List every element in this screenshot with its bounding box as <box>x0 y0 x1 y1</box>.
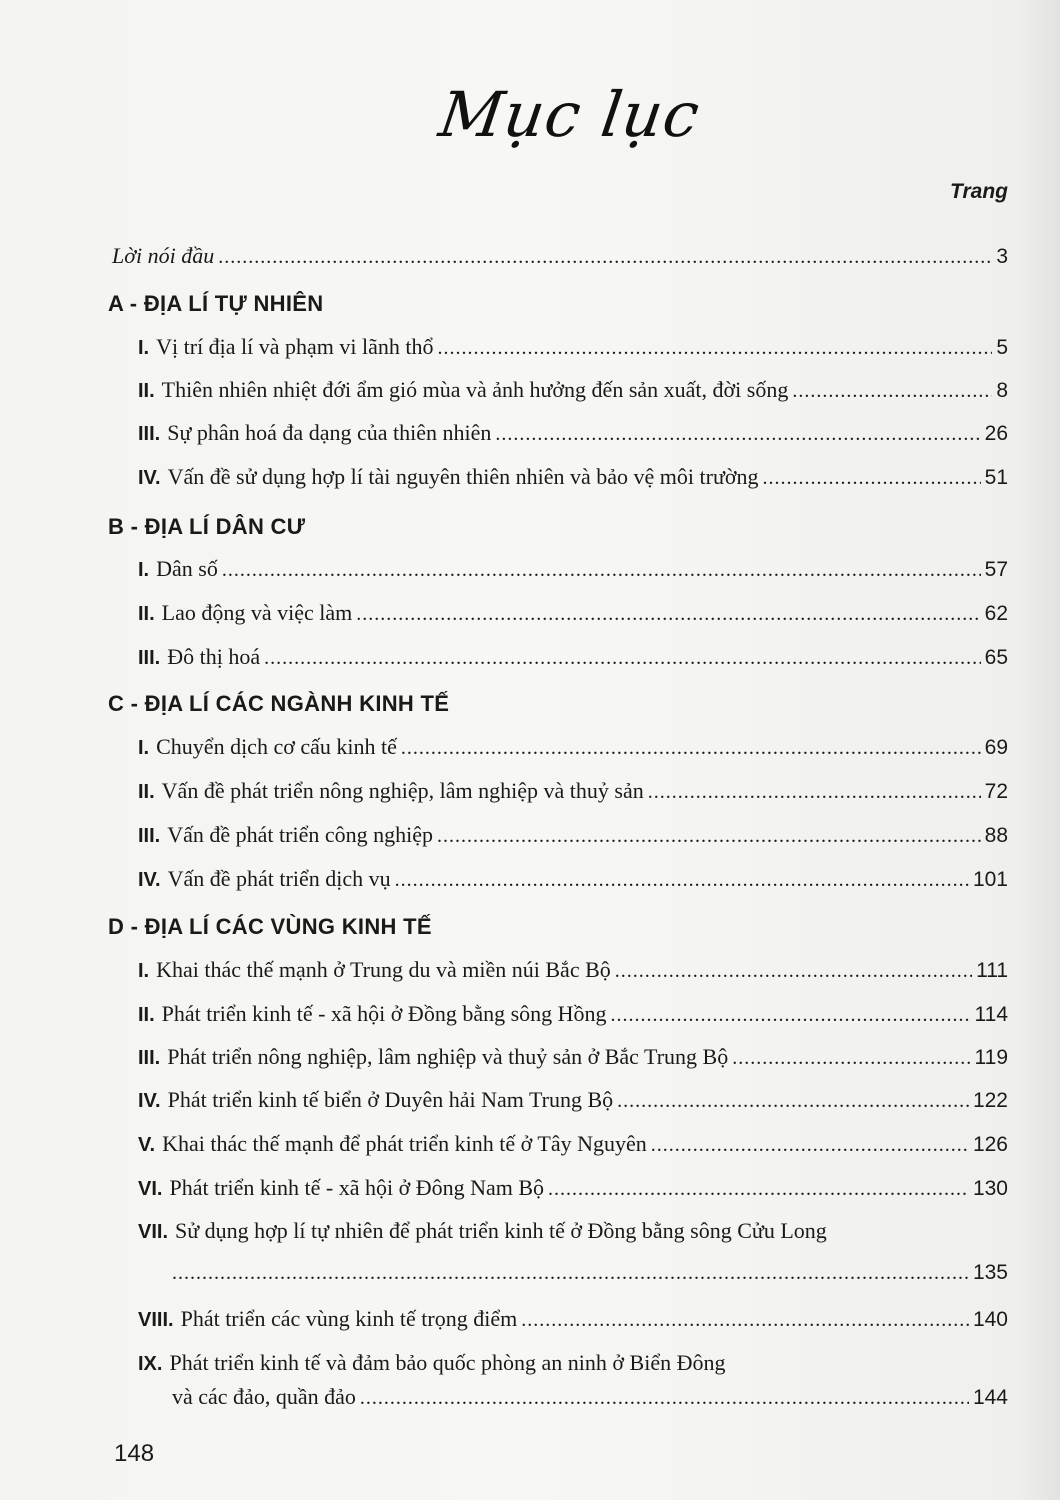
toc-entry-number: I. <box>138 559 150 581</box>
page-number: 148 <box>114 1440 155 1467</box>
toc-entry[interactable] <box>138 377 1008 407</box>
toc-entry[interactable] <box>138 778 1008 808</box>
leader-dots <box>615 960 972 983</box>
toc-entry-label: Phát triển kinh tế - xã hội ở Đồng bằng sông Hồng <box>161 1001 607 1026</box>
toc-entry-label: Vấn đề sử dụng hợp lí tài nguyên thiên nhiên và bảo vệ môi trường <box>167 464 759 489</box>
toc-entry[interactable] <box>138 822 1008 852</box>
toc-entry-label: Khai thác thế mạnh để phát triển kinh tế ở Tây Nguyên <box>162 1131 647 1156</box>
toc-entry[interactable] <box>138 1218 1008 1248</box>
toc-entry-label: Đô thị hoá <box>167 644 261 669</box>
leader-dots <box>521 1309 969 1332</box>
toc-entry[interactable] <box>138 1131 1008 1161</box>
toc-entry-page: 114 <box>974 1003 1008 1026</box>
toc-entry-label: Phát triển kinh tế biển ở Duyên hải Nam Trung Bộ <box>167 1087 614 1112</box>
leader-dots <box>222 559 981 582</box>
toc-entry[interactable] <box>138 957 1008 987</box>
toc-entry-label: Sử dụng hợp lí tự nhiên để phát triển kinh tế ở Đồng bằng sông Cửu Long <box>175 1218 827 1243</box>
leader-dots <box>437 825 981 848</box>
toc-entry-number: I. <box>138 337 150 359</box>
toc-entry-page: 126 <box>972 1133 1008 1156</box>
toc-entry[interactable] <box>138 1350 1008 1380</box>
section-heading-b: B - ĐỊA LÍ DÂN CƯ <box>108 514 306 539</box>
leader-dots <box>172 1262 969 1285</box>
toc-entry-page: 135 <box>972 1261 1008 1284</box>
leader-dots <box>264 647 981 670</box>
toc-entry-number: V. <box>138 1134 156 1156</box>
toc-entry-page: 140 <box>972 1308 1008 1331</box>
leader-dots <box>360 1387 969 1410</box>
toc-entry-page: 65 <box>984 646 1008 669</box>
leader-dots <box>611 1004 971 1027</box>
toc-entry-label: Chuyển dịch cơ cấu kinh tế <box>156 734 397 759</box>
toc-entry-label: Phát triển kinh tế và đảm bảo quốc phòng an ninh ở Biển Đông <box>169 1350 726 1375</box>
toc-entry-label: Vấn đề phát triển dịch vụ <box>167 866 391 891</box>
toc-entry-label: Lao động và việc làm <box>161 600 353 625</box>
toc-entry-number: III. <box>138 647 161 669</box>
toc-entry-number: II. <box>138 603 155 625</box>
toc-entry-page: 72 <box>984 780 1008 803</box>
toc-entry-number: I. <box>138 960 150 982</box>
toc-entry-continuation[interactable] <box>172 1384 1008 1414</box>
toc-entry-number: III. <box>138 423 161 445</box>
leader-dots <box>495 423 980 446</box>
toc-entry-label: Lời nói đầu <box>112 243 215 268</box>
leader-dots <box>395 869 969 892</box>
page-title: Mục lục <box>434 78 705 151</box>
toc-entry[interactable] <box>138 1306 1008 1336</box>
leader-dots <box>648 781 981 804</box>
toc-entry-label: Vị trí địa lí và phạm vi lãnh thổ <box>156 334 434 359</box>
toc-entry-label: Phát triển các vùng kinh tế trọng điểm <box>180 1306 518 1331</box>
leader-dots <box>548 1178 969 1201</box>
leader-dots <box>763 467 981 490</box>
section-heading-a: A - ĐỊA LÍ TỰ NHIÊN <box>108 291 324 316</box>
toc-entry-label: Vấn đề phát triển nông nghiệp, lâm nghiệp và thuỷ sản <box>161 778 644 803</box>
toc-entry[interactable] <box>138 644 1008 674</box>
toc-entry-number: II. <box>138 1004 155 1026</box>
page-column-label: Trang <box>950 180 1008 203</box>
toc-entry[interactable] <box>138 1001 1008 1031</box>
toc-entry-label: Khai thác thế mạnh ở Trung du và miền núi Bắc Bộ <box>156 957 611 982</box>
toc-entry-number: IV. <box>138 1090 161 1112</box>
toc-entry-page: 88 <box>984 824 1008 847</box>
toc-entry-page: 69 <box>984 736 1008 759</box>
toc-entry-page: 8 <box>996 379 1008 402</box>
toc-entry-number: IV. <box>138 467 161 489</box>
leader-dots <box>438 337 993 360</box>
toc-entry[interactable] <box>138 734 1008 764</box>
toc-entry-intro[interactable] <box>112 243 1008 273</box>
toc-entry-label: và các đảo, quần đảo <box>172 1384 356 1409</box>
toc-entry[interactable] <box>138 334 1008 364</box>
toc-entry[interactable] <box>138 866 1008 896</box>
toc-entry-number: VII. <box>138 1221 169 1243</box>
toc-entry-label: Phát triển kinh tế - xã hội ở Đông Nam Bộ <box>169 1175 545 1200</box>
toc-entry-number: III. <box>138 1047 161 1069</box>
toc-entry-number: IX. <box>138 1353 163 1375</box>
toc-entry-page: 122 <box>972 1089 1008 1112</box>
leader-dots <box>651 1134 969 1157</box>
toc-entry-number: III. <box>138 825 161 847</box>
toc-entry-page: 111 <box>976 959 1008 982</box>
toc-entry-page: 3 <box>996 245 1008 268</box>
toc-entry-number: VI. <box>138 1178 163 1200</box>
toc-entry[interactable] <box>138 1044 1008 1074</box>
toc-entry-label: Vấn đề phát triển công nghiệp <box>167 822 433 847</box>
toc-entry-number: II. <box>138 380 155 402</box>
toc-entry-page: 101 <box>972 868 1008 891</box>
leader-dots <box>792 380 992 403</box>
leader-dots <box>732 1047 970 1070</box>
toc-entry-label: Phát triển nông nghiệp, lâm nghiệp và thuỷ sản ở Bắc Trung Bộ <box>167 1044 729 1069</box>
toc-entry-page: 62 <box>984 602 1008 625</box>
toc-entry-label: Sự phân hoá đa dạng của thiên nhiên <box>167 420 492 445</box>
toc-entry-page: 5 <box>996 336 1008 359</box>
toc-entry-page: 119 <box>974 1046 1008 1069</box>
toc-entry-page: 26 <box>984 422 1008 445</box>
leader-dots <box>401 737 981 760</box>
leader-dots <box>356 603 980 626</box>
toc-entry[interactable] <box>138 1175 1008 1205</box>
toc-entry[interactable] <box>138 1087 1008 1117</box>
toc-entry-number: I. <box>138 737 150 759</box>
toc-entry[interactable] <box>138 464 1008 494</box>
toc-entry-page: 144 <box>972 1386 1008 1409</box>
toc-entry[interactable] <box>138 600 1008 630</box>
toc-entry-continuation[interactable] <box>172 1261 1008 1291</box>
leader-dots <box>617 1090 969 1113</box>
section-heading-c: C - ĐỊA LÍ CÁC NGÀNH KINH TẾ <box>108 691 450 716</box>
leader-dots <box>218 246 992 269</box>
toc-entry[interactable] <box>138 556 1008 586</box>
toc-entry-number: IV. <box>138 869 161 891</box>
toc-entry[interactable] <box>138 420 1008 450</box>
toc-entry-page: 57 <box>984 558 1008 581</box>
toc-entry-page: 51 <box>984 466 1008 489</box>
toc-entry-number: VIII. <box>138 1309 174 1331</box>
toc-entry-number: II. <box>138 781 155 803</box>
toc-entry-label: Thiên nhiên nhiệt đới ẩm gió mùa và ảnh hưởng đến sản xuất, đời sống <box>161 377 789 402</box>
section-heading-d: D - ĐỊA LÍ CÁC VÙNG KINH TẾ <box>108 914 432 939</box>
toc-entry-label: Dân số <box>156 556 218 581</box>
toc-entry-page: 130 <box>972 1177 1008 1200</box>
